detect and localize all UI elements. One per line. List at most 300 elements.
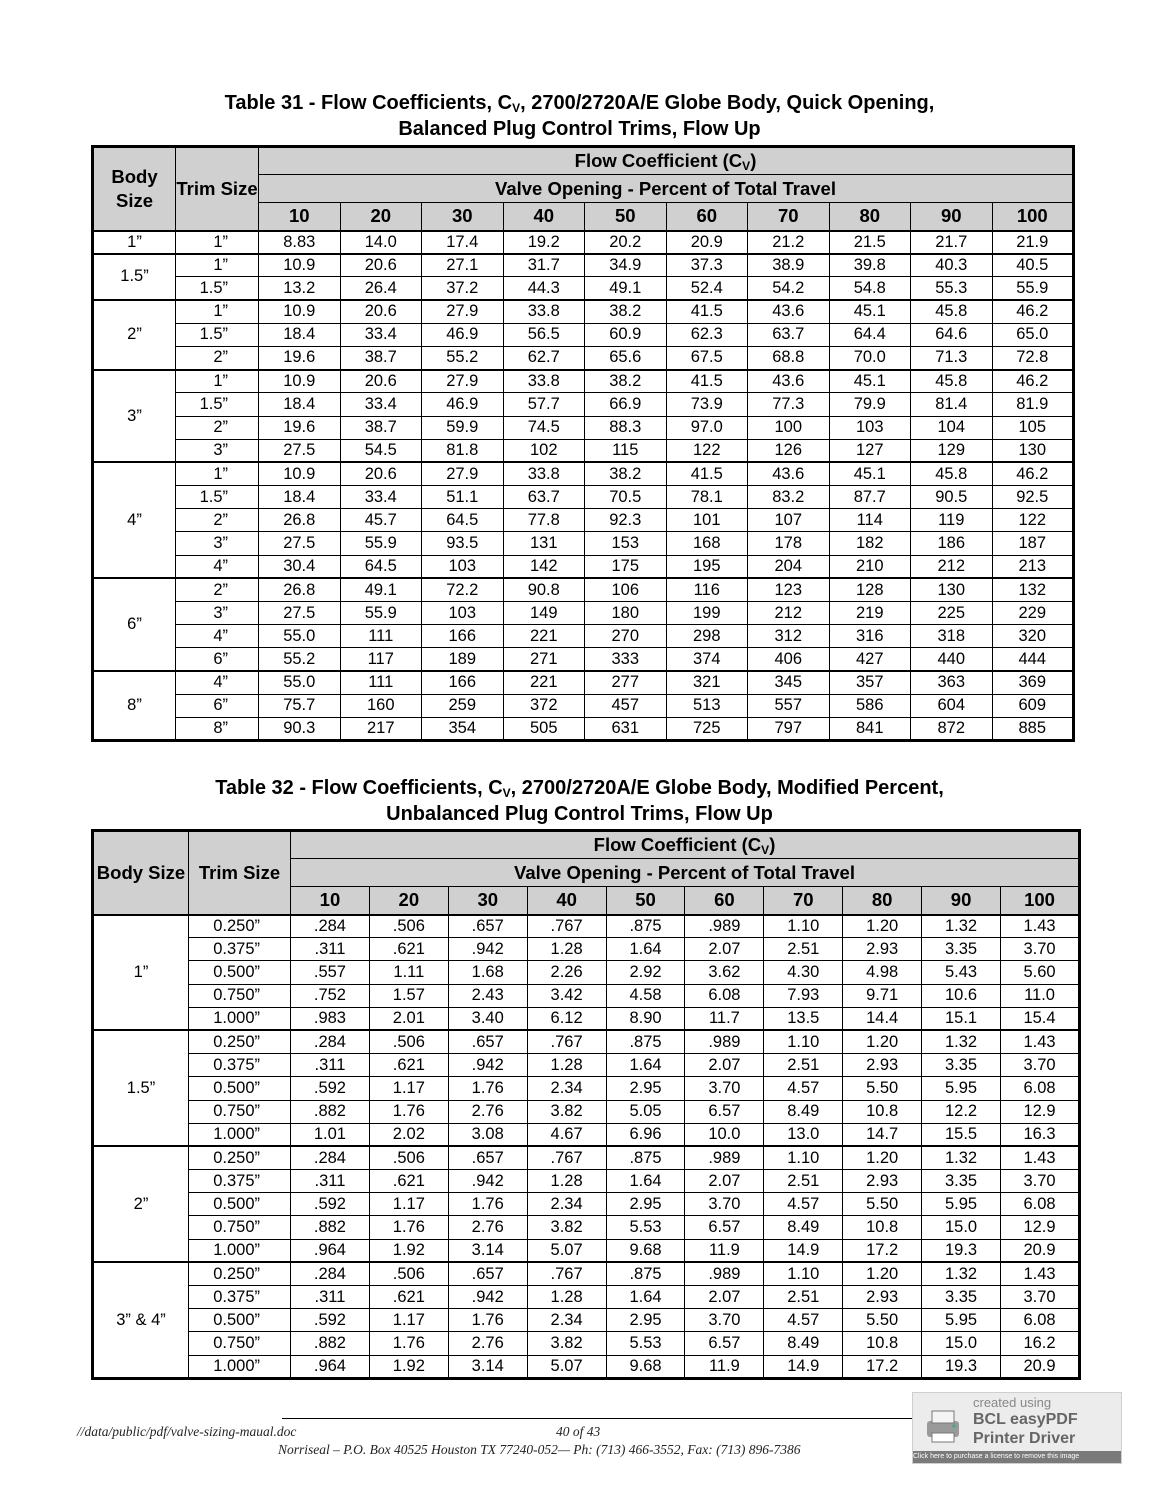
cv-value-cell: 27.1 [422, 254, 504, 277]
cv-value-cell: 77.3 [748, 393, 830, 416]
cv-value-cell: 604 [911, 694, 993, 717]
cv-value-cell: 44.3 [503, 277, 585, 300]
cv-value-cell: 100 [748, 416, 830, 439]
cv-value-cell: 81.4 [911, 393, 993, 416]
table-row [93, 416, 1074, 439]
cv-value-cell: 1.76 [369, 1100, 448, 1123]
cv-value-cell: 168 [666, 532, 748, 555]
body-size-cell: 4” [93, 462, 176, 578]
cv-value-cell: 30.4 [259, 555, 341, 578]
cv-value-cell: 17.4 [422, 231, 504, 254]
cv-value-cell: 11.7 [685, 1007, 764, 1030]
cv-value-cell: 312 [748, 625, 830, 648]
cv-value-cell: .657 [448, 1262, 527, 1285]
cv-value-cell: 14.0 [340, 231, 422, 254]
trim-size-cell: 1.5” [176, 277, 259, 300]
trim-size-cell: 2” [176, 509, 259, 532]
cv-value-cell: 3.70 [1001, 938, 1080, 961]
cv-value-cell: .875 [606, 915, 685, 938]
trim-size-cell: 1” [176, 370, 259, 393]
cv-value-cell: 406 [748, 648, 830, 671]
table-row [93, 1030, 1080, 1053]
cv-value-cell: 5.50 [843, 1309, 922, 1332]
trim-size-cell: 1” [176, 231, 259, 254]
cv-value-cell: 6.08 [1001, 1309, 1080, 1332]
cv-value-cell: 78.1 [666, 486, 748, 509]
cv-value-cell: .964 [291, 1239, 370, 1262]
trim-size-cell: 0.500” [189, 1193, 291, 1216]
badge-purchase-link[interactable]: Click here to purchase a license to remove this image [913, 1451, 1121, 1463]
trim-size-cell: 6” [176, 694, 259, 717]
cv-value-cell: 45.8 [911, 462, 993, 485]
trim-size-cell: 1.000” [189, 1355, 291, 1378]
cv-value-cell: 725 [666, 717, 748, 740]
cv-value-cell: 333 [585, 648, 667, 671]
cv-value-cell: 45.7 [340, 509, 422, 532]
cv-value-cell: 46.2 [992, 300, 1074, 323]
cv-value-cell: 5.60 [1001, 961, 1080, 984]
cv-value-cell: 2.07 [685, 1170, 764, 1193]
cv-value-cell: 126 [748, 439, 830, 462]
trim-size-cell: 0.375” [189, 938, 291, 961]
trim-size-cell: 0.250” [189, 1030, 291, 1053]
body-size-cell: 2” [93, 300, 176, 370]
cv-value-cell: 1.01 [291, 1123, 370, 1146]
cv-value-cell: 54.2 [748, 277, 830, 300]
cv-value-cell: 65.0 [992, 323, 1074, 346]
cv-value-cell: 2.07 [685, 1286, 764, 1309]
cv-value-cell: 5.05 [606, 1100, 685, 1123]
cv-value-cell: 38.2 [585, 370, 667, 393]
cv-value-cell: 5.95 [922, 1077, 1001, 1100]
cv-value-cell: 3.82 [527, 1100, 606, 1123]
cv-value-cell: 33.8 [503, 370, 585, 393]
trim-size-cell: 2” [176, 346, 259, 369]
cv-value-cell: 1.28 [527, 1286, 606, 1309]
cv-value-cell: 83.2 [748, 486, 830, 509]
cv-value-cell: 19.2 [503, 231, 585, 254]
cv-value-cell: 45.1 [829, 462, 911, 485]
cv-value-cell: 5.95 [922, 1309, 1001, 1332]
table-row [93, 602, 1074, 625]
opening-header: 10 [291, 887, 370, 915]
cv-value-cell: 46.2 [992, 462, 1074, 485]
flow-coefficient-label: Flow Coefficient (C [593, 834, 762, 855]
table-row [93, 1332, 1080, 1355]
cv-value-cell: 18.4 [259, 323, 341, 346]
cv-value-cell: 3.82 [527, 1216, 606, 1239]
cv-value-cell: 217 [340, 717, 422, 740]
cv-value-cell: 41.5 [666, 370, 748, 393]
cv-value-cell: 45.1 [829, 300, 911, 323]
cv-value-cell: 19.6 [259, 346, 341, 369]
cv-value-cell: 41.5 [666, 300, 748, 323]
table31-caption [0, 90, 1159, 142]
table-row [93, 1239, 1080, 1262]
cv-value-cell: 46.9 [422, 393, 504, 416]
cv-value-cell: 117 [340, 648, 422, 671]
table32-caption-part2: , 2700/2720A/E Globe Body, Modified Percent, [510, 777, 944, 799]
cv-value-cell: 1.64 [606, 938, 685, 961]
cv-value-cell: 160 [340, 694, 422, 717]
cv-value-cell: 345 [748, 671, 830, 694]
cv-value-cell: 38.2 [585, 300, 667, 323]
opening-header: 90 [911, 203, 993, 231]
cv-value-cell: .592 [291, 1193, 370, 1216]
trim-size-cell: 0.500” [189, 1309, 291, 1332]
cv-value-cell: 872 [911, 717, 993, 740]
table-row [93, 346, 1074, 369]
cv-value-cell: .557 [291, 961, 370, 984]
cv-value-cell: 123 [748, 578, 830, 601]
cv-value-cell: 21.2 [748, 231, 830, 254]
cv-value-cell: 1.76 [369, 1332, 448, 1355]
cv-value-cell: 1.43 [1001, 1030, 1080, 1053]
cv-value-cell: 60.9 [585, 323, 667, 346]
cv-value-cell: 14.7 [843, 1123, 922, 1146]
badge-created-using: created using [973, 1395, 1052, 1410]
cv-value-cell: 4.30 [764, 961, 843, 984]
cv-value-cell: 2.76 [448, 1100, 527, 1123]
cv-value-cell: 45.8 [911, 300, 993, 323]
cv-value-cell: 221 [503, 671, 585, 694]
cv-value-cell: 90.8 [503, 578, 585, 601]
cv-value-cell: 104 [911, 416, 993, 439]
cv-value-cell: 119 [911, 509, 993, 532]
cv-value-cell: 1.28 [527, 938, 606, 961]
flow-coefficient-label: Flow Coefficient (C [574, 150, 743, 171]
cv-value-cell: 68.8 [748, 346, 830, 369]
trim-size-cell: 0.250” [189, 1146, 291, 1169]
cv-value-cell: 37.3 [666, 254, 748, 277]
flow-coefficient-header [291, 831, 1080, 859]
footer-address: Norriseal – P.O. Box 40525 Houston TX 77240-052— Ph: (713) 466-3552, Fax: (713) 896-7386 [278, 1442, 801, 1457]
cv-value-cell: 127 [829, 439, 911, 462]
table-row [93, 671, 1074, 694]
cv-value-cell: 64.5 [422, 509, 504, 532]
table-row [93, 1146, 1080, 1169]
cv-value-cell: 457 [585, 694, 667, 717]
opening-header: 40 [503, 203, 585, 231]
trim-size-header: Trim Size [189, 831, 291, 915]
cv-value-cell: 31.7 [503, 254, 585, 277]
cv-value-cell: 115 [585, 439, 667, 462]
cv-value-cell: 4.57 [764, 1193, 843, 1216]
cv-value-cell: 3.70 [685, 1193, 764, 1216]
cv-value-cell: 63.7 [503, 486, 585, 509]
cv-value-cell: 45.8 [911, 370, 993, 393]
cv-value-cell: 13.5 [764, 1007, 843, 1030]
cv-value-cell: 55.9 [992, 277, 1074, 300]
body-size-cell: 8” [93, 671, 176, 741]
cv-value-cell: 55.0 [259, 625, 341, 648]
cv-value-cell: 81.9 [992, 393, 1074, 416]
cv-value-cell: 9.71 [843, 984, 922, 1007]
table-row [93, 231, 1074, 254]
cv-value-cell: 18.4 [259, 393, 341, 416]
cv-value-cell: 369 [992, 671, 1074, 694]
trim-size-cell: 1” [176, 254, 259, 277]
cv-value-cell: 101 [666, 509, 748, 532]
cv-value-cell: 37.2 [422, 277, 504, 300]
cv-value-cell: 212 [911, 555, 993, 578]
trim-size-cell: 1.5” [176, 393, 259, 416]
cv-value-cell: 20.6 [340, 300, 422, 323]
cv-value-cell: 17.2 [843, 1355, 922, 1378]
cv-value-cell: 64.5 [340, 555, 422, 578]
cv-value-cell: 2.92 [606, 961, 685, 984]
cv-value-cell: 213 [992, 555, 1074, 578]
cv-value-cell: 1.17 [369, 1193, 448, 1216]
cv-value-cell: 1.10 [764, 915, 843, 938]
cv-value-cell: 6.12 [527, 1007, 606, 1030]
cv-value-cell: 1.32 [922, 1030, 1001, 1053]
cv-value-cell: 64.4 [829, 323, 911, 346]
cv-value-cell: 14.9 [764, 1239, 843, 1262]
cv-value-cell: 64.6 [911, 323, 993, 346]
cv-value-cell: .657 [448, 915, 527, 938]
cv-value-cell: 1.76 [448, 1309, 527, 1332]
cv-value-cell: .592 [291, 1077, 370, 1100]
cv-value-cell: 21.7 [911, 231, 993, 254]
cv-value-cell: .989 [685, 1146, 764, 1169]
cv-value-cell: 15.0 [922, 1332, 1001, 1355]
cv-value-cell: 26.8 [259, 509, 341, 532]
cv-value-cell: 1.43 [1001, 1146, 1080, 1169]
cv-value-cell: 27.9 [422, 300, 504, 323]
cv-value-cell: 10.9 [259, 300, 341, 323]
cv-value-cell: 2.51 [764, 1054, 843, 1077]
cv-value-cell: 318 [911, 625, 993, 648]
cv-value-cell: 1.64 [606, 1170, 685, 1193]
cv-value-cell: 12.9 [1001, 1216, 1080, 1239]
cv-value-cell: 374 [666, 648, 748, 671]
trim-size-cell: 1” [176, 462, 259, 485]
footer-divider [282, 1418, 912, 1419]
cv-value-cell: 27.9 [422, 370, 504, 393]
cv-value-cell: 2.95 [606, 1193, 685, 1216]
cv-value-cell: 26.8 [259, 578, 341, 601]
table-row [93, 1054, 1080, 1077]
cv-value-cell: 6.96 [606, 1123, 685, 1146]
cv-value-cell: 2.51 [764, 1170, 843, 1193]
cv-value-cell: 19.3 [922, 1239, 1001, 1262]
cv-value-cell: 26.4 [340, 277, 422, 300]
cv-value-cell: 11.9 [685, 1355, 764, 1378]
trim-size-cell: 0.375” [189, 1286, 291, 1309]
trim-size-cell: 0.250” [189, 915, 291, 938]
cv-value-cell: 4.98 [843, 961, 922, 984]
cv-value-cell: 182 [829, 532, 911, 555]
cv-value-cell: 885 [992, 717, 1074, 740]
cv-value-cell: 70.0 [829, 346, 911, 369]
table-row [93, 254, 1074, 277]
cv-value-cell: 166 [422, 671, 504, 694]
cv-value-cell: 92.3 [585, 509, 667, 532]
cv-value-cell: .882 [291, 1216, 370, 1239]
cv-value-cell: 6.57 [685, 1332, 764, 1355]
cv-value-cell: .752 [291, 984, 370, 1007]
cv-value-cell: 3.70 [685, 1309, 764, 1332]
table-row [93, 1262, 1080, 1285]
cv-value-cell: 128 [829, 578, 911, 601]
cv-value-cell: 298 [666, 625, 748, 648]
cv-value-cell: 116 [666, 578, 748, 601]
cv-value-cell: 7.93 [764, 984, 843, 1007]
cv-value-cell: 3.40 [448, 1007, 527, 1030]
pdf-creator-badge[interactable] [912, 1392, 1122, 1464]
cv-value-cell: 1.76 [448, 1077, 527, 1100]
cv-value-cell: 81.8 [422, 439, 504, 462]
cv-value-cell: 55.2 [422, 346, 504, 369]
cv-value-cell: 21.5 [829, 231, 911, 254]
cv-value-cell: 14.9 [764, 1355, 843, 1378]
cv-value-cell: 557 [748, 694, 830, 717]
cv-value-cell: 1.68 [448, 961, 527, 984]
cv-value-cell: 1.10 [764, 1030, 843, 1053]
opening-header: 100 [992, 203, 1074, 231]
cv-value-cell: .875 [606, 1262, 685, 1285]
cv-value-cell: 2.07 [685, 1054, 764, 1077]
cv-value-cell: 6.08 [1001, 1193, 1080, 1216]
flow-coefficient-end: ) [769, 834, 776, 855]
opening-header: 50 [606, 887, 685, 915]
cv-value-cell: 5.43 [922, 961, 1001, 984]
trim-size-cell: 0.375” [189, 1170, 291, 1193]
table31-caption-sub: V [512, 101, 521, 115]
cv-value-cell: 10.8 [843, 1100, 922, 1123]
cv-value-cell: 1.10 [764, 1262, 843, 1285]
cv-value-cell: 357 [829, 671, 911, 694]
cv-value-cell: 33.4 [340, 323, 422, 346]
cv-value-cell: 2.51 [764, 1286, 843, 1309]
cv-value-cell: 43.6 [748, 300, 830, 323]
cv-value-cell: 8.83 [259, 231, 341, 254]
flow-coefficient-end: ) [750, 150, 757, 171]
cv-value-cell: 1.57 [369, 984, 448, 1007]
cv-value-cell: 1.32 [922, 1146, 1001, 1169]
cv-value-cell: 175 [585, 555, 667, 578]
cv-value-cell: 19.3 [922, 1355, 1001, 1378]
cv-value-cell: 5.53 [606, 1216, 685, 1239]
cv-value-cell: 609 [992, 694, 1074, 717]
cv-value-cell: 204 [748, 555, 830, 578]
cv-value-cell: 13.2 [259, 277, 341, 300]
cv-value-cell: 4.58 [606, 984, 685, 1007]
cv-value-cell: 97.0 [666, 416, 748, 439]
cv-value-cell: 8.90 [606, 1007, 685, 1030]
cv-value-cell: 27.9 [422, 462, 504, 485]
badge-product-name: BCL easyPDF [973, 1411, 1078, 1428]
cv-value-cell: 797 [748, 717, 830, 740]
opening-header: 20 [340, 203, 422, 231]
cv-value-cell: 59.9 [422, 416, 504, 439]
cv-value-cell: 130 [911, 578, 993, 601]
cv-value-cell: 277 [585, 671, 667, 694]
cv-value-cell: 2.02 [369, 1123, 448, 1146]
cv-value-cell: 3.70 [1001, 1054, 1080, 1077]
cv-value-cell: 34.9 [585, 254, 667, 277]
cv-value-cell: 363 [911, 671, 993, 694]
cv-value-cell: 3.82 [527, 1332, 606, 1355]
table31-body [93, 231, 1074, 741]
badge-product-type: Printer Driver [973, 1430, 1076, 1447]
cv-value-cell: 180 [585, 602, 667, 625]
table-row [93, 1355, 1080, 1378]
cv-value-cell: 354 [422, 717, 504, 740]
cv-value-cell: 38.9 [748, 254, 830, 277]
cv-value-cell: 52.4 [666, 277, 748, 300]
trim-size-cell: 6” [176, 648, 259, 671]
opening-header: 30 [422, 203, 504, 231]
cv-value-cell: 33.8 [503, 300, 585, 323]
cv-value-cell: 3.35 [922, 938, 1001, 961]
cv-value-cell: 3.14 [448, 1355, 527, 1378]
cv-value-cell: 2.34 [527, 1077, 606, 1100]
cv-value-cell: 6.08 [685, 984, 764, 1007]
cv-value-cell: 102 [503, 439, 585, 462]
cv-value-cell: 372 [503, 694, 585, 717]
cv-value-cell: .311 [291, 1170, 370, 1193]
cv-value-cell: .983 [291, 1007, 370, 1030]
table-row [93, 625, 1074, 648]
cv-value-cell: 27.5 [259, 602, 341, 625]
table-row [93, 961, 1080, 984]
trim-size-cell: 1.000” [189, 1239, 291, 1262]
cv-value-cell: .767 [527, 915, 606, 938]
cv-value-cell: 219 [829, 602, 911, 625]
cv-value-cell: 71.3 [911, 346, 993, 369]
cv-value-cell: 1.17 [369, 1077, 448, 1100]
cv-value-cell: 6.57 [685, 1216, 764, 1239]
cv-value-cell: 65.6 [585, 346, 667, 369]
cv-value-cell: 316 [829, 625, 911, 648]
cv-value-cell: 10.8 [843, 1332, 922, 1355]
table31-caption-line2: Balanced Plug Control Trims, Flow Up [398, 118, 761, 140]
cv-value-cell: 2.34 [527, 1309, 606, 1332]
table-row [93, 694, 1074, 717]
table32 [91, 829, 1081, 1380]
table-row [93, 717, 1074, 740]
body-size-cell: 1” [93, 915, 189, 1031]
cv-value-cell: 57.7 [503, 393, 585, 416]
trim-size-cell: 3” [176, 439, 259, 462]
cv-value-cell: 4.67 [527, 1123, 606, 1146]
cv-value-cell: 271 [503, 648, 585, 671]
cv-value-cell: 10.9 [259, 462, 341, 485]
table32-caption-part1: Table 32 - Flow Coefficients, C [215, 777, 503, 799]
cv-value-cell: 2.93 [843, 1170, 922, 1193]
cv-value-cell: 2.93 [843, 938, 922, 961]
cv-value-cell: .311 [291, 938, 370, 961]
flow-coefficient-sub: V [761, 843, 770, 857]
opening-header: 50 [585, 203, 667, 231]
trim-size-cell: 0.750” [189, 1100, 291, 1123]
cv-value-cell: 114 [829, 509, 911, 532]
cv-value-cell: .964 [291, 1355, 370, 1378]
cv-value-cell: 2.76 [448, 1216, 527, 1239]
cv-value-cell: 54.8 [829, 277, 911, 300]
cv-value-cell: 2.34 [527, 1193, 606, 1216]
cv-value-cell: 2.93 [843, 1054, 922, 1077]
body-size-cell: 1.5” [93, 254, 176, 300]
body-size-cell: 6” [93, 578, 176, 671]
cv-value-cell: .767 [527, 1030, 606, 1053]
cv-value-cell: 122 [992, 509, 1074, 532]
cv-value-cell: 111 [340, 625, 422, 648]
cv-value-cell: 87.7 [829, 486, 911, 509]
table-row [93, 509, 1074, 532]
